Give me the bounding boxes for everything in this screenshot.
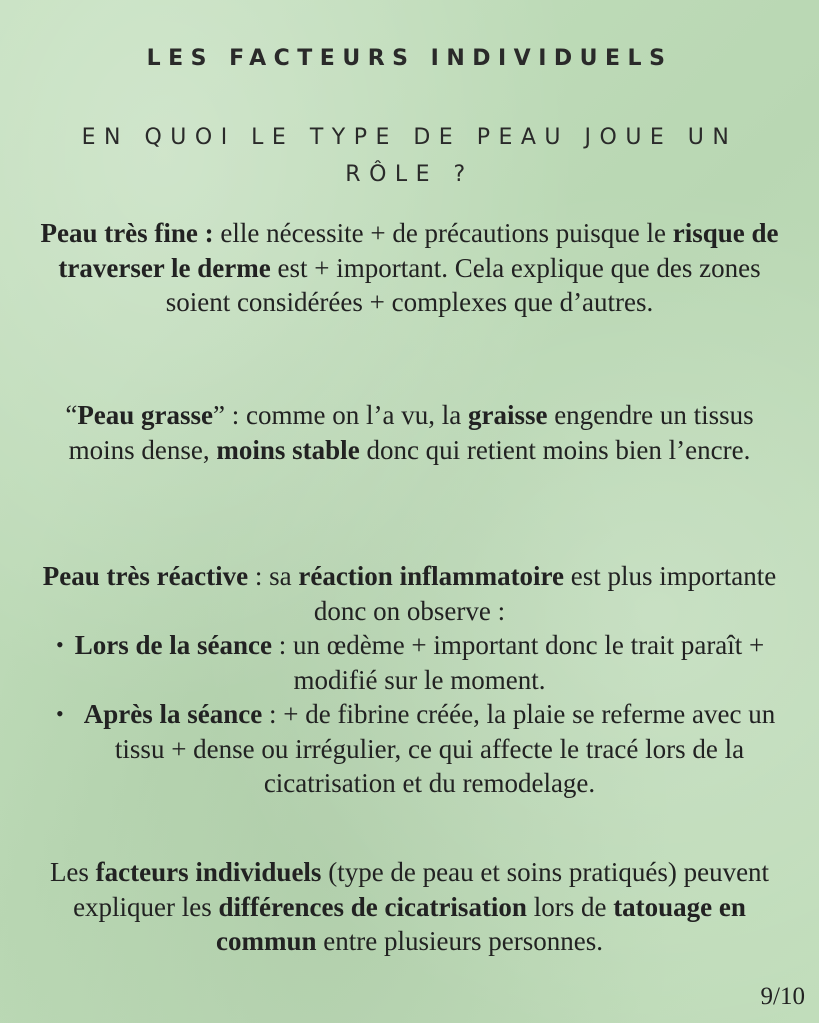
reactive-skin-intro: Peau très réactive : sa réaction inflammatoire est plus importante donc on observe : <box>42 561 777 626</box>
list-item: • Après la séance : + de fibrine créée, la plaie se referme avec un tissu + dense ou irrégulier, ce qui affecte le tracé lors de la cicatrisation et du remodelage. <box>56 699 776 798</box>
term-oily-skin: Peau grasse <box>77 400 214 430</box>
section-question: EN QUOI LE TYPE DE PEAU JOUE UN RÔLE ? <box>81 125 738 187</box>
paragraph-oily-skin: “Peau grasse” : comme on l’a vu, la graisse engendre un tissus moins dense, moins stable donc qui retient moins bien l’encre. <box>65 400 754 465</box>
list-item: • Lors de la séance : un œdème + important donc le trait paraît + modifié sur le moment. <box>56 630 765 695</box>
page-title: LES FACTEURS INDIVIDUELS <box>146 46 673 71</box>
term-reactive-skin: Peau très réactive <box>42 561 249 591</box>
page-number: 9/10 <box>760 983 805 1010</box>
term-fat: graisse <box>467 400 548 430</box>
term-healing-differences: différences de cicatrisation <box>218 891 527 922</box>
term-thin-skin: Peau très fine : <box>40 218 214 248</box>
bullet-list <box>38 628 781 801</box>
term-inflammatory-reaction: réaction inflammatoire <box>298 561 565 591</box>
paragraph-reactive-skin <box>38 559 781 801</box>
bullet-icon: • <box>56 632 64 657</box>
paragraph-thin-skin: Peau très fine : elle nécessite + de précautions puisque le risque de traverser le derme est + important. Cela explique que des zones soient considérées + complexes que d’autres. <box>40 218 779 317</box>
term-individual-factors: facteurs individuels <box>95 857 322 887</box>
term-common-tattoo: tatouage en commun <box>216 891 746 956</box>
term-less-stable: moins stable <box>216 434 360 465</box>
bullet-icon: • <box>56 701 64 726</box>
paragraph-conclusion: Les facteurs individuels (type de peau et soins pratiqués) peuvent expliquer les différences de cicatrisation lors de tatouage en commun entre plusieurs personnes. <box>49 857 770 956</box>
term-derm-risk: risque de traverser le derme <box>58 218 779 283</box>
